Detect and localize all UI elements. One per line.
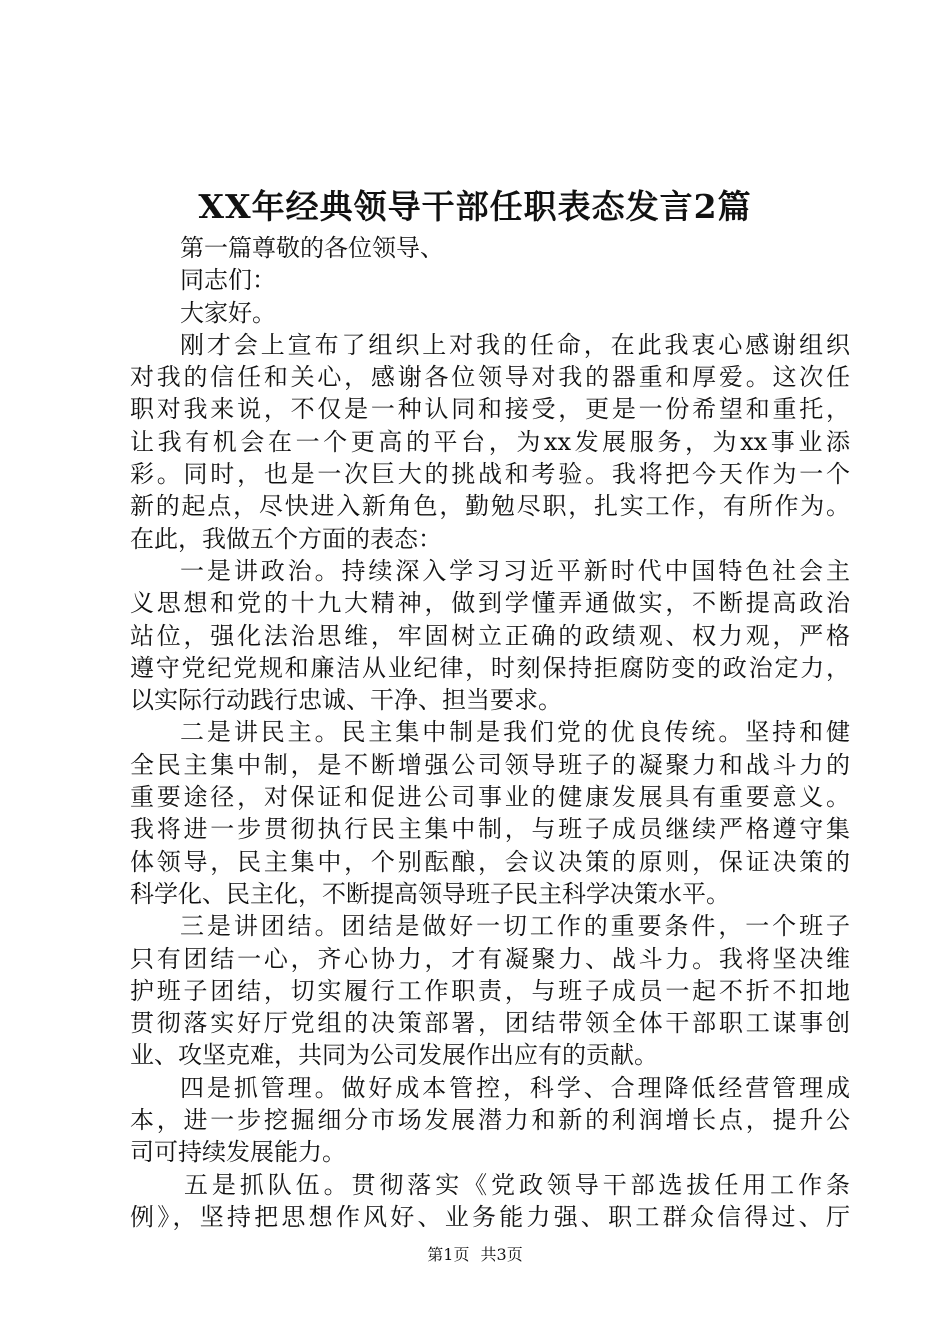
body-line: 科学化、民主化，不断提高领导班子民主科学决策水平。 — [130, 879, 730, 908]
body-line: 彩。同时，也是一次巨大的挑战和考验。我将把今天作为一个 — [130, 460, 850, 489]
body-line: 以实际行动践行忠诚、干净、担当要求。 — [130, 686, 562, 715]
page-footer — [0, 1244, 950, 1266]
body-line: 让我有机会在一个更高的平台，为xx发展服务，为xx事业添 — [130, 427, 850, 456]
body-line: 五是抓队伍。贯彻落实《党政领导干部选拔任用工作条 — [184, 1170, 850, 1199]
page-number: 第1页 — [427, 1245, 470, 1264]
body-line: 第一篇尊敬的各位领导、 — [180, 234, 444, 262]
body-line: 护班子团结，切实履行工作职责，与班子成员一起不折不扣地 — [130, 976, 850, 1005]
body-line: 司可持续发展能力。 — [130, 1138, 346, 1167]
body-line: 对我的信任和关心，感谢各位领导对我的器重和厚爱。这次任 — [130, 363, 850, 392]
body-line: 三是讲团结。团结是做好一切工作的重要条件，一个班子 — [180, 912, 850, 941]
document-title: XX年经典领导干部任职表态发言2篇 — [198, 187, 752, 226]
body-line: 在此，我做五个方面的表态： — [130, 524, 442, 553]
body-line: 本，进一步挖掘细分市场发展潜力和新的利润增长点，提升公 — [130, 1106, 850, 1135]
body-line: 重要途径，对保证和促进公司事业的健康发展具有重要意义。 — [130, 783, 850, 812]
page-total: 共3页 — [480, 1245, 523, 1264]
body-line: 同志们： — [180, 266, 276, 295]
body-line: 义思想和党的十九大精神，做到学懂弄通做实，不断提高政治 — [130, 589, 850, 618]
body-line: 站位，强化法治思维，牢固树立正确的政绩观、权力观，严格 — [130, 621, 850, 650]
body-line: 大家好。 — [180, 298, 276, 327]
body-line: 二是讲民主。民主集中制是我们党的优良传统。坚持和健 — [180, 718, 850, 747]
body-line: 职对我来说，不仅是一种认同和接受，更是一份希望和重托， — [130, 395, 850, 424]
document-body — [130, 232, 850, 1233]
body-line: 例》，坚持把思想作风好、业务能力强、职工群众信得过、厅 — [130, 1202, 850, 1231]
body-line: 全民主集中制，是不断增强公司领导班子的凝聚力和战斗力的 — [130, 750, 850, 779]
body-line: 一是讲政治。持续深入学习习近平新时代中国特色社会主 — [180, 556, 850, 585]
body-line: 我将进一步贯彻执行民主集中制，与班子成员继续严格遵守集 — [130, 815, 850, 844]
body-line: 新的起点，尽快进入新角色，勤勉尽职，扎实工作，有所作为。 — [130, 492, 850, 521]
body-line: 四是抓管理。做好成本管控，科学、合理降低经营管理成 — [180, 1073, 850, 1102]
body-line: 贯彻落实好厅党组的决策部署，团结带领全体干部职工谋事创 — [130, 1009, 850, 1038]
body-line: 只有团结一心，齐心协力，才有凝聚力、战斗力。我将坚决维 — [130, 944, 850, 973]
body-line: 遵守党纪党规和廉洁从业纪律，时刻保持拒腐防变的政治定力， — [130, 653, 850, 682]
body-line: 业、攻坚克难，共同为公司发展作出应有的贡献。 — [130, 1041, 658, 1070]
body-line: 体领导，民主集中，个别酝酿，会议决策的原则，保证决策的 — [130, 847, 850, 876]
body-line: 刚才会上宣布了组织上对我的任命，在此我衷心感谢组织 — [180, 330, 850, 359]
